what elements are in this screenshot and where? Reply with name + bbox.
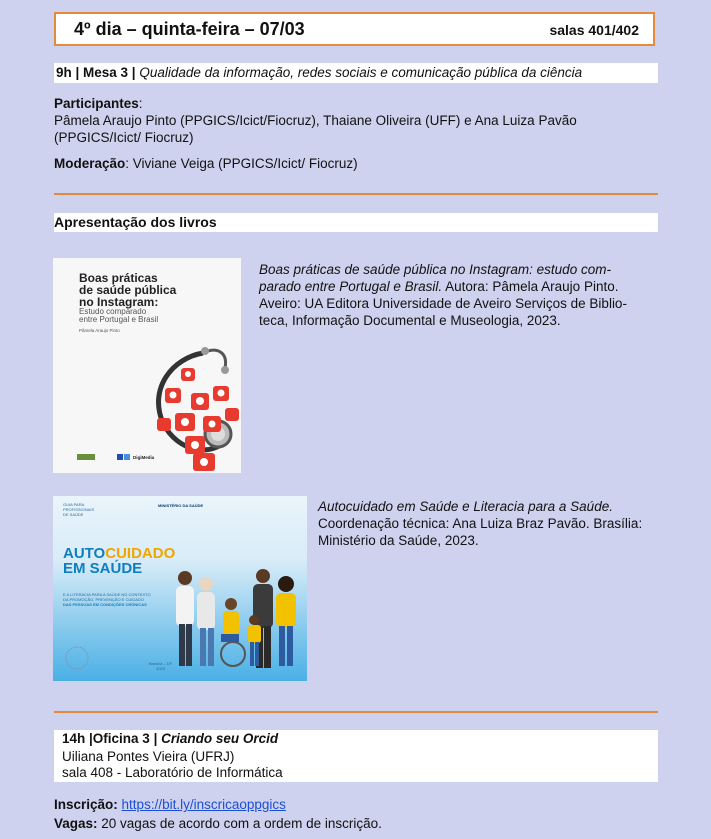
day-header-box — [54, 12, 655, 46]
registration-label: Inscrição: — [54, 797, 118, 812]
workshop-box — [54, 730, 658, 782]
participants-label: Participantes — [54, 96, 139, 111]
book1-cover-image — [53, 258, 241, 473]
book2-description: Autocuidado em Saúde e Literacia para a Saúde. Coordenação técnica: Ana Luiza Braz Pavão. Brasília: Ministério da Saúde, 2023. — [318, 499, 643, 548]
book2-cover-ministry: MINISTÉRIO DA SAÚDE — [158, 503, 204, 508]
people-illustration — [53, 496, 307, 681]
session-time-label: 9h | Mesa 3 | — [56, 65, 136, 80]
workshop-room: sala 408 - Laboratório de Informática — [62, 765, 283, 780]
session-title-bar — [54, 63, 658, 83]
participants-block: Participantes: Pâmela Araujo Pinto (PPGICS/Icict/Fiocruz), Thaiane Oliveira (UFF) e Ana Luiza Pavão (PPGICS/Icict/ Fiocruz) — [54, 96, 577, 145]
session-topic: Qualidade da informação, redes sociais e comunicação pública da ciência — [139, 65, 583, 80]
book1-publisher: DigiMedia — [133, 455, 155, 460]
book1-cover-author: Pâmela Araujo Pinto — [79, 328, 120, 333]
moderation-label: Moderação — [54, 156, 126, 171]
book2-cover-subtitle: E A LITERACIA PARA A SAÚDE NO CONTEXTO DA PROMOÇÃO, PREVENÇÃO E CUIDADO DAS PESSOAS EM CONDIÇÕES CRÔNICAS — [63, 592, 151, 607]
moderation-value: : Viviane Veiga (PPGICS/Icict/ Fiocruz) — [125, 156, 358, 171]
day-rooms: salas 401/402 — [549, 22, 639, 38]
book2-cover-guide: GUIA PARA PROFISSIONAIS DE SAÚDE — [63, 502, 95, 517]
vacancies-line — [54, 815, 382, 832]
registration-line — [54, 796, 286, 813]
session-title — [56, 65, 582, 80]
vacancies-label: Vagas: — [54, 816, 98, 831]
day-title: 4º dia – quinta-feira – 07/03 — [74, 19, 305, 39]
moderation-block — [54, 155, 358, 172]
workshop-speaker: Uiliana Pontes Vieira (UFRJ) — [62, 749, 235, 764]
registration-link[interactable]: https://bit.ly/inscricaoppgics — [121, 797, 286, 812]
book2-cover-title: AUTOCUIDADO EM SAÚDE — [63, 545, 176, 577]
divider-1 — [54, 193, 658, 195]
divider-2 — [54, 711, 658, 713]
vacancies-text: 20 vagas de acordo com a ordem de inscrição. — [97, 816, 382, 831]
book1-description: Boas práticas de saúde pública no Instagram: estudo com- parado entre Portugal e Brasil. Autora: Pâmela Araujo Pinto. Aveiro: UA Editora Universidade de Aveiro Serviços de Biblio- teca, Informação Documental e Museologia, 2023. — [259, 262, 627, 328]
participants-line-1: Pâmela Araujo Pinto (PPGICS/Icict/Fiocruz), Thaiane Oliveira (UFF) e Ana Luiza Pavão — [54, 113, 577, 128]
book2-cover-city-year: Brasília – DF 2023 — [149, 661, 173, 671]
book1-cover-title: Boas práticas de saúde pública no Instagram: — [79, 271, 177, 309]
book1-cover-subtitle: Estudo comparado entre Portugal e Brasil — [79, 307, 159, 324]
books-heading-bar — [54, 213, 658, 232]
stethoscope-hearts-illustration — [53, 258, 241, 473]
books-heading: Apresentação dos livros — [54, 214, 217, 230]
book2-cover-image — [53, 496, 307, 681]
participants-line-2: (PPGICS/Icict/ Fiocruz) — [54, 130, 194, 145]
workshop-title: 14h |Oficina 3 | Criando seu Orcid — [62, 731, 279, 746]
